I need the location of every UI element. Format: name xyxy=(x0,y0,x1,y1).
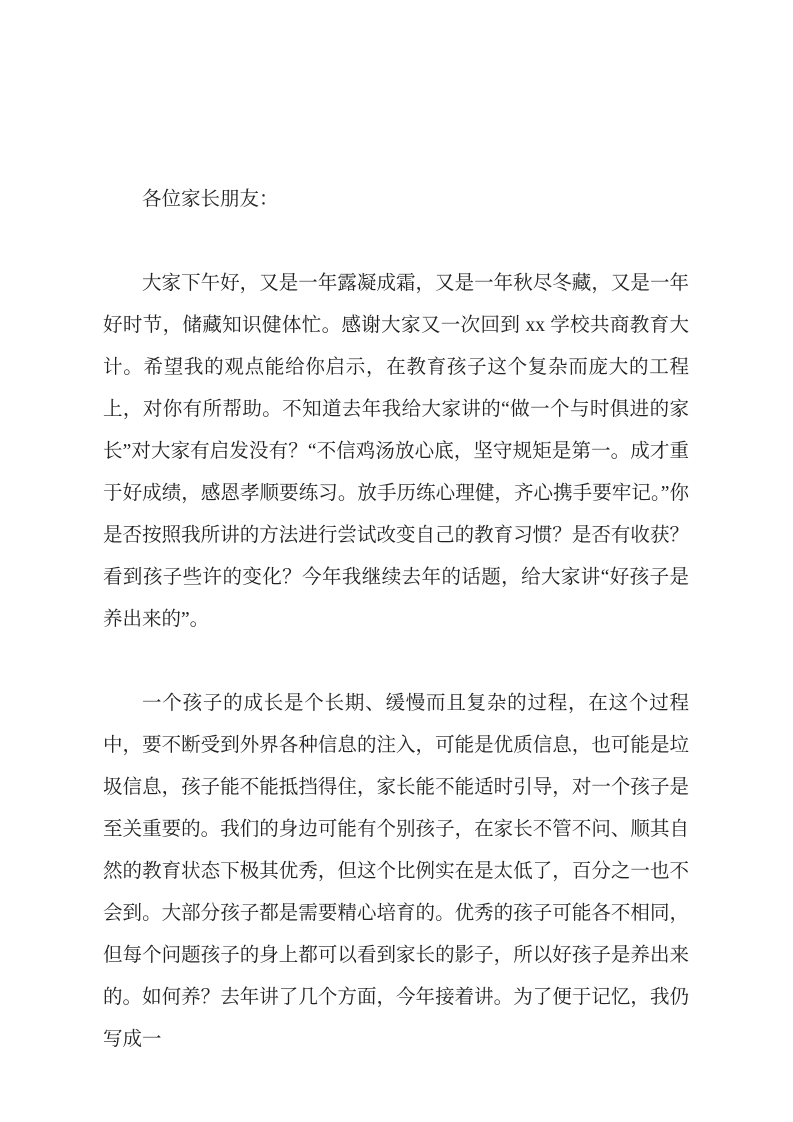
paragraph-greeting: 大家下午好，又是一年露凝成霜，又是一年秋尽冬藏，又是一年好时节，储藏知识健体忙。感谢大家又一次回到 xx 学校共商教育大计。希望我的观点能给你启示，在教育孩子这个复杂而庞大的工程上，对你有所帮助。不知道去年我给大家讲的“做一个与时俱进的家长”对大家有启发没有？“不信鸡汤放心底，坚守规矩是第一。成才重于好成绩，感恩孝顺要练习。放手历练心理健，齐心携手要牢记。”你是否按照我所讲的方法进行尝试改变自己的教育习惯？是否有收获？看到孩子些许的变化？今年我继续去年的话题，给大家讲“好孩子是养出来的”。 xyxy=(103,273,689,630)
paragraph-child-growth: 一个孩子的成长是个长期、缓慢而且复杂的过程，在这个过程中，要不断受到外界各种信息的注入，可能是优质信息，也可能是垃圾信息，孩子能不能抵挡得住，家长能不能适时引导，对一个孩子是至关重要的。我们的身边可能有个别孩子，在家长不管不问、顺其自然的教育状态下极其优秀，但这个比例实在是太低了，百分之一也不会到。大部分孩子都是需要精心培育的。优秀的孩子可能各不相同，但每个问题孩子的身上都可以看到家长的影子，所以好孩子是养出来的。如何养？去年讲了几个方面，今年接着讲。为了便于记忆，我仍写成一 xyxy=(103,693,689,1050)
salutation: 各位家长朋友： xyxy=(142,189,279,210)
